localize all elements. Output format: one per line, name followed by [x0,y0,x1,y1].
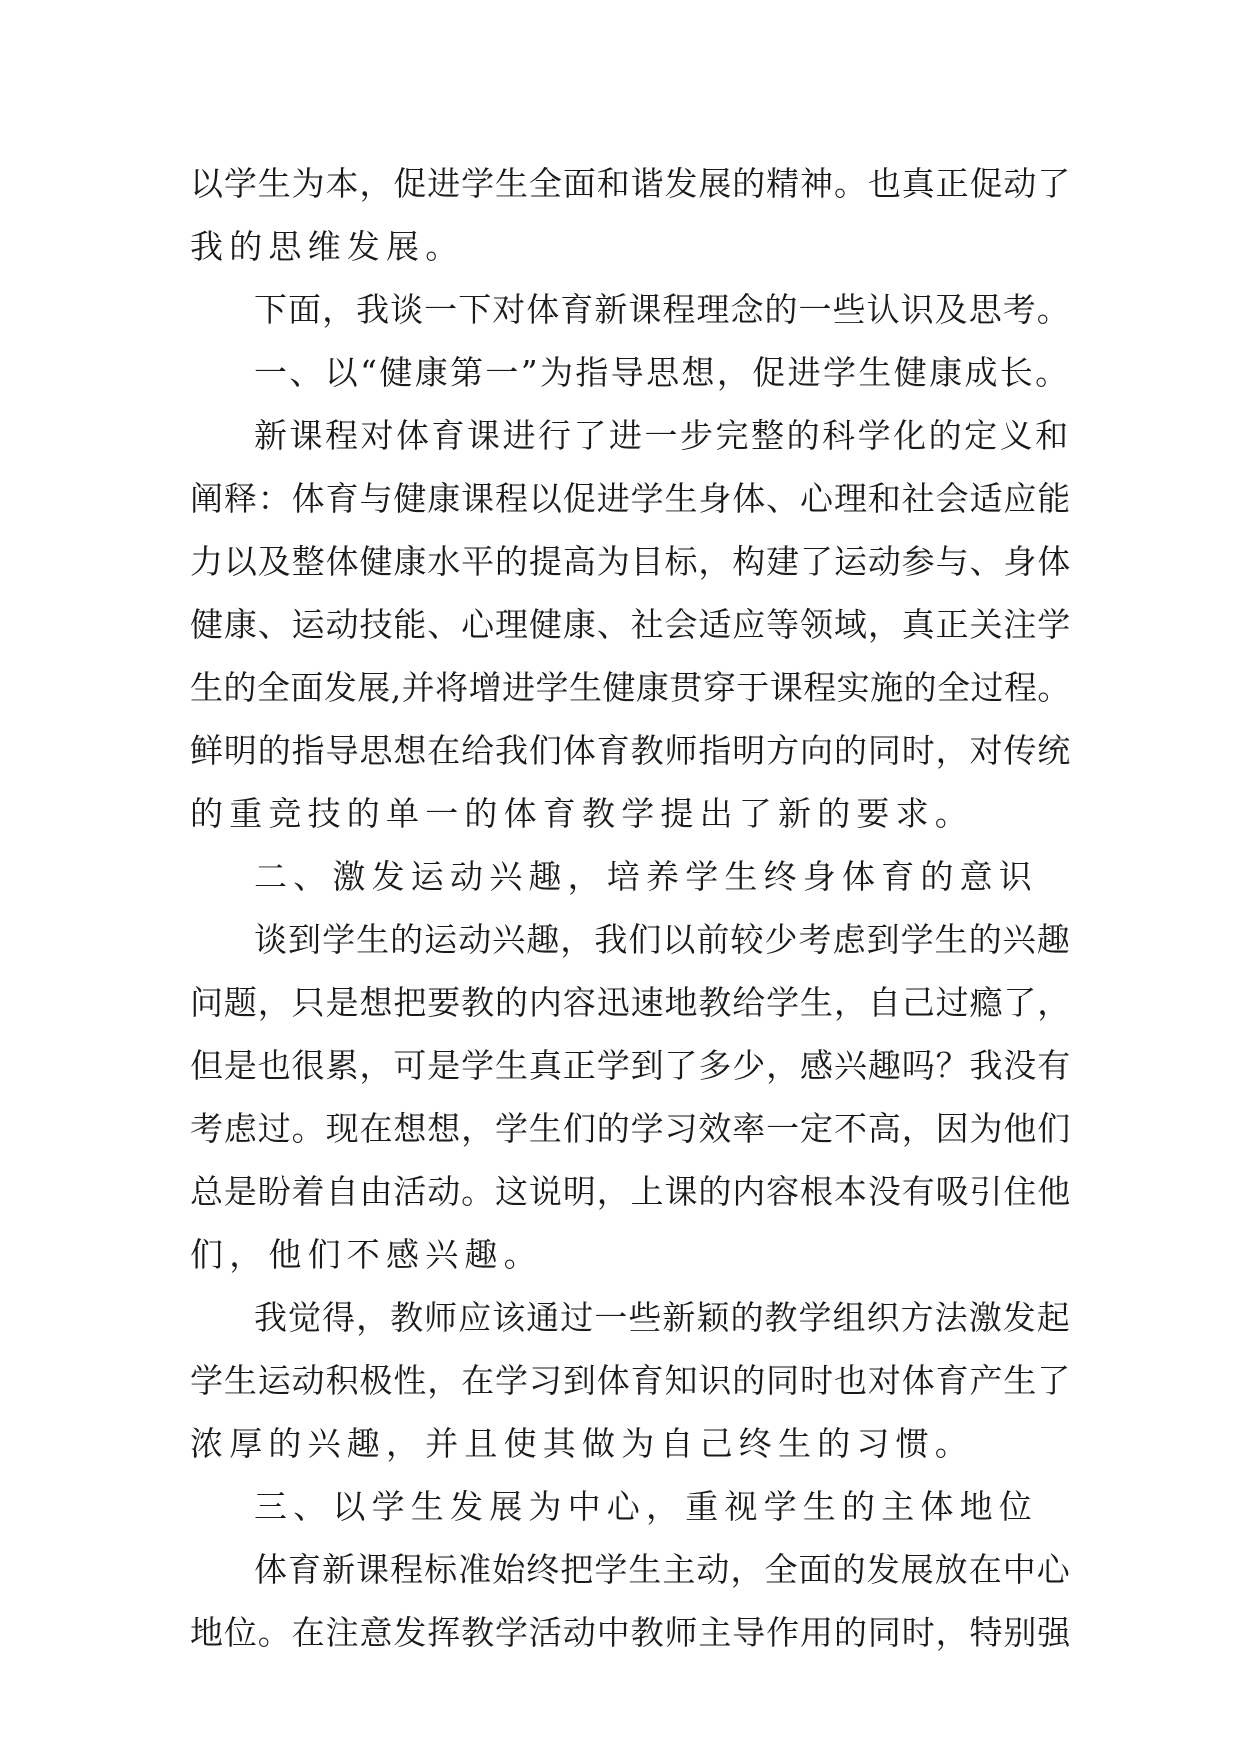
text-line: 总是盼着自由活动。这说明，上课的内容根本没有吸引住他 [190,1172,1072,1211]
text-line: 但是也很累，可是学生真正学到了多少，感兴趣吗？我没有 [190,1046,1072,1085]
text-line: 学生运动积极性，在学习到体育知识的同时也对体育产生了 [190,1361,1072,1400]
text-line: 谈到学生的运动兴趣，我们以前较少考虑到学生的兴趣 [254,920,1071,959]
text-line: 我觉得，教师应该通过一些新颖的教学组织方法激发起 [254,1298,1071,1337]
text-line: 以学生为本，促进学生全面和谐发展的精神。也真正促动了 [190,164,1072,203]
text-line: 鲜明的指导思想在给我们体育教师指明方向的同时，对传统 [190,731,1072,770]
text-line: 地位。在注意发挥教学活动中教师主导作用的同时，特别强 [190,1613,1072,1652]
text-line: 新课程对体育课进行了进一步完整的科学化的定义和 [254,416,1071,455]
section-heading: 一、以“健康第一”为指导思想，促进学生健康成长。 [254,353,1071,392]
text-line: 阐释：体育与健康课程以促进学生身体、心理和社会适应能 [190,479,1072,518]
section-heading: 二、激发运动兴趣，培养学生终身体育的意识 [254,857,1038,896]
text-line: 浓厚的兴趣，并且使其做为自己终生的习惯。 [190,1424,974,1463]
text-line: 的重竞技的单一的体育教学提出了新的要求。 [190,794,974,833]
text-line: 我的思维发展。 [190,227,465,266]
text-line: 下面，我谈一下对体育新课程理念的一些认识及思考。 [254,290,1071,329]
text-line: 问题，只是想把要教的内容迅速地教给学生，自己过瘾了， [190,983,1072,1022]
text-line: 力以及整体健康水平的提高为目标，构建了运动参与、身体 [190,542,1072,581]
text-line: 体育新课程标准始终把学生主动，全面的发展放在中心 [254,1550,1071,1589]
section-heading: 三、以学生发展为中心，重视学生的主体地位 [254,1487,1038,1526]
text-line: 生的全面发展,并将增进学生健康贯穿于课程实施的全过程。 [190,668,1071,707]
text-line: 们，他们不感兴趣。 [190,1235,543,1274]
text-line: 健康、运动技能、心理健康、社会适应等领域，真正关注学 [190,605,1072,644]
text-line: 考虑过。现在想想，学生们的学习效率一定不高，因为他们 [190,1109,1072,1148]
